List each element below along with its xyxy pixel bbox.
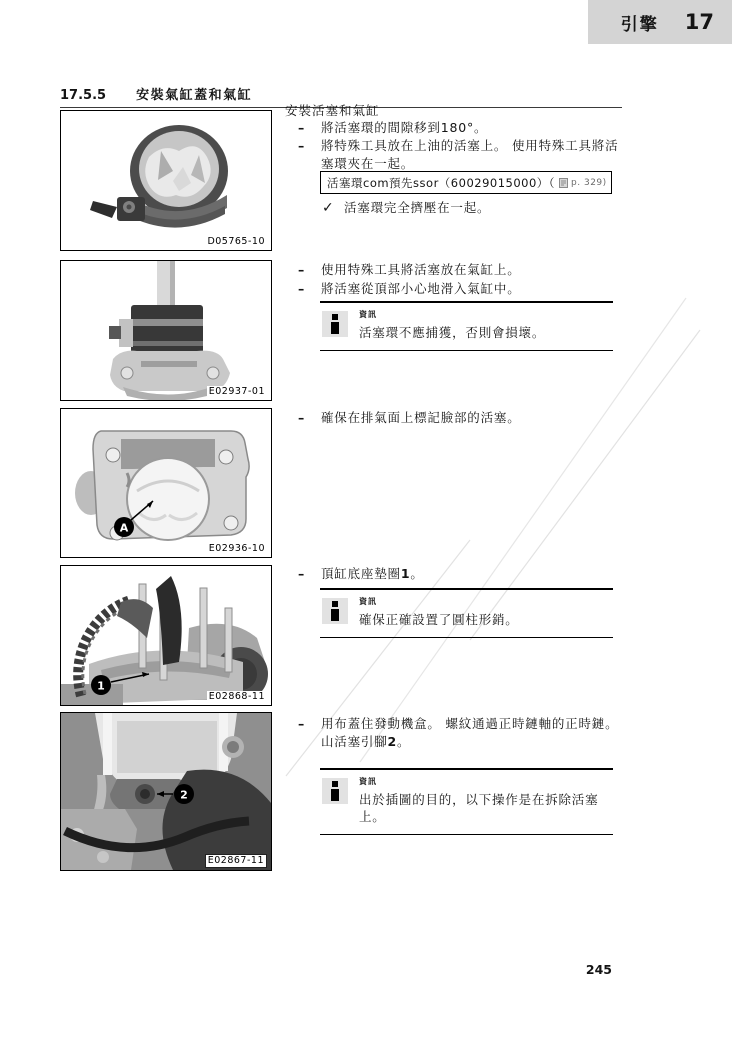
info-box [320,588,613,638]
section-title: 安裝氣缸蓋和氣缸 [136,88,253,103]
info-box [320,301,613,351]
step-dash: – [298,262,306,277]
chapter-title: 引擎 [620,14,659,35]
figure-piston-ring-compressor [60,110,272,251]
info-icon [322,598,348,624]
step-text: 將特殊工具放在上油的活塞上。 使用特殊工具將活塞環夾在一起。 [321,138,619,171]
step-dash: – [298,566,306,581]
info-text: 出於插圖的目的，以下操作是在拆除活塞上。 [359,792,599,824]
item-ref-number: 1 [400,566,411,581]
figure-caption: E02867-11 [205,854,267,868]
step-instruction [298,715,623,751]
step-instruction [298,261,623,279]
figure-caption: E02936-10 [208,543,265,554]
page-reference [559,178,607,188]
step-text: 使用特殊工具將活塞放在氣缸上。 [321,262,521,277]
special-tool-box [320,171,612,194]
step-text: 將活塞從頂部小心地滑入氣缸中。 [321,281,521,296]
step-text: 將活塞環的間隙移到180°。 [321,120,488,135]
procedure-subheading: 安裝活塞和氣缸 [285,103,380,118]
info-text: 確保正確設置了圓柱形銷。 [359,612,519,627]
check-result-line [322,199,612,217]
page-ref-icon [559,178,568,188]
figure-marker-2: 2 [180,788,188,802]
page-ref-text: p. 329) [571,177,607,188]
compressor-on-cylinder-illustration [61,261,271,400]
step-instruction [298,280,623,298]
info-label: 資訊 [359,597,377,606]
step-dash: – [298,410,306,425]
step-dash: – [298,281,306,296]
info-icon [322,778,348,804]
info-icon [322,311,348,337]
cylinder-top-view-illustration [61,409,271,557]
checkmark-icon: ✓ [322,200,335,216]
step-instruction [298,137,623,173]
figure-caption: E02868-11 [208,691,265,702]
step-text: 確保在排氣面上標記臉部的活塞。 [321,410,521,425]
step-instruction [298,119,623,137]
step-text: 用布蓋住發動機盒。 螺紋通過正時鏈軸的正時鏈。 山活塞引腳2。 [321,716,619,749]
figure-cylinder-top-view [60,408,272,558]
engine-case-illustration [61,566,271,705]
check-text: 活塞環完全擠壓在一起。 [344,200,491,215]
step-dash: – [298,120,306,135]
figure-compressor-on-cylinder [60,260,272,401]
page-number: 245 [585,962,612,977]
chapter-number: 17 [684,10,714,34]
step-instruction [298,565,623,583]
figure-engine-case-timing-chain [60,565,272,706]
info-text: 活塞環不應捕獲，否則會損壞。 [359,325,546,340]
item-ref-number: 2 [387,734,398,749]
info-label: 資訊 [359,777,377,786]
section-number: 17.5.5 [60,88,107,103]
step-instruction [298,409,623,427]
chapter-header [588,0,732,44]
step-dash: – [298,716,306,731]
step-dash: – [298,138,306,153]
piston-ring-compressor-illustration [61,111,271,250]
figure-caption: E02937-01 [208,386,265,397]
figure-caption: D05765-10 [207,236,265,247]
figure-marker-1: 1 [97,679,105,693]
tool-name: 活塞環com預先ssor（60029015000）（ [327,175,556,190]
info-label: 資訊 [359,310,377,319]
figure-marker-a: A [119,521,129,535]
info-box [320,768,613,835]
step-text: 頂缸底座墊圈1。 [321,566,424,581]
connecting-rod-illustration [61,713,271,870]
figure-connecting-rod-closeup [60,712,272,871]
